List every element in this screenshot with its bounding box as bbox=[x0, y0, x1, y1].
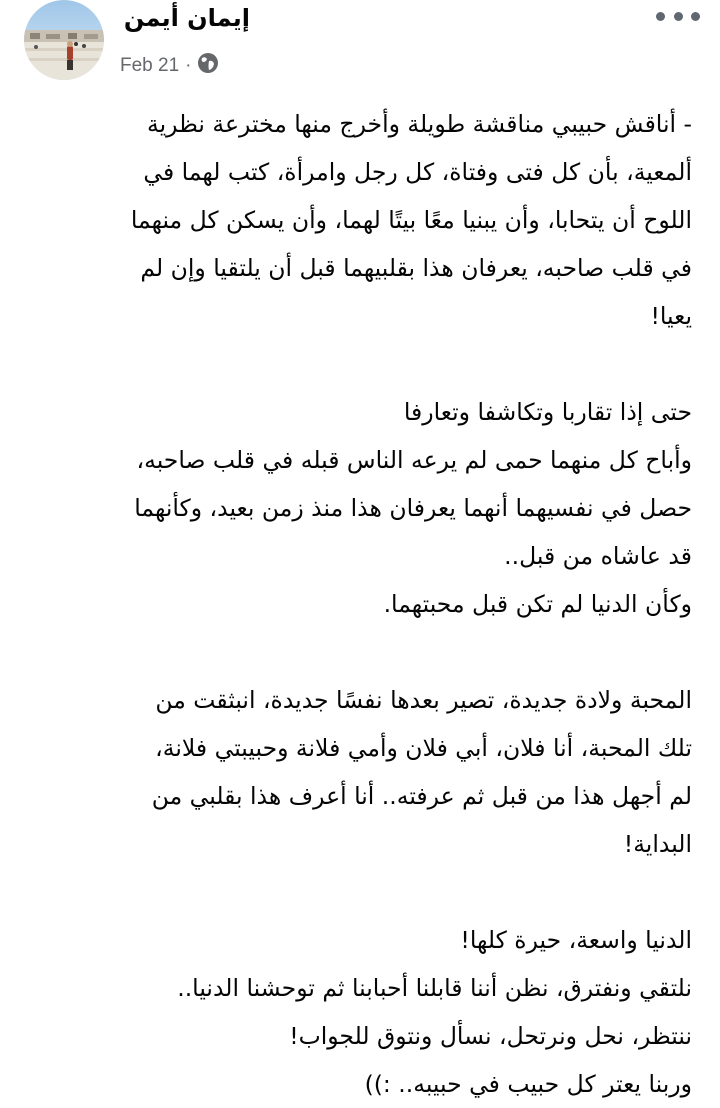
post-text-line: يعيا! bbox=[650, 302, 692, 330]
post-text-line: البداية! bbox=[623, 830, 692, 858]
post-text-line: اللوح أن يتحابا، وأن يبنيا معًا بيتًا لهما، وأن يسكن كل منهما bbox=[130, 206, 692, 234]
more-options-button[interactable] bbox=[656, 6, 700, 26]
post-text-line: وكأن الدنيا لم تكن قبل محبتهما. bbox=[383, 590, 692, 618]
post-paragraph bbox=[28, 100, 692, 340]
post-text-line: تلك المحبة، أنا فلان، أبي فلان وأمي فلانة وحبيبتي فلانة، bbox=[155, 734, 692, 762]
post-text-line: في قلب صاحبه، يعرفان هذا بقلبيهما قبل أن يلتقيا وإن لم bbox=[140, 254, 692, 282]
post-paragraph bbox=[28, 916, 692, 1108]
post-body bbox=[28, 100, 692, 1108]
meta-separator: · bbox=[185, 55, 192, 76]
post-header bbox=[0, 0, 720, 96]
globe-icon[interactable] bbox=[197, 52, 219, 80]
author-name[interactable]: إيمان أيمن bbox=[123, 4, 250, 32]
post-text-line: المحبة ولادة جديدة، تصير بعدها نفسًا جديدة، انبثقت من bbox=[155, 686, 692, 714]
post-text-line: وربنا يعتر كل حبيب في حبيبه.. :)) bbox=[364, 1070, 692, 1098]
post-text-line: وأباح كل منهما حمى لم يرعه الناس قبله في قلب صاحبه، bbox=[136, 446, 692, 474]
post-text-line: لم أجهل هذا من قبل ثم عرفته.. أنا أعرف هذا بقلبي من bbox=[151, 782, 692, 810]
post-text-line: ننتظر، نحل ونرتحل، نسأل ونتوق للجواب! bbox=[289, 1022, 692, 1050]
post-meta bbox=[120, 52, 219, 80]
post-text-line: ألمعية، بأن كل فتى وفتاة، كل رجل وامرأة، كتب لهما في bbox=[143, 158, 692, 186]
more-dot bbox=[656, 12, 665, 21]
more-dot bbox=[691, 12, 700, 21]
avatar-photo bbox=[24, 0, 104, 80]
post-text-line: نلتقي ونفترق، نظن أننا قابلنا أحبابنا ثم توحشنا الدنيا.. bbox=[177, 974, 692, 1002]
post-text-line: حتى إذا تقاربا وتكاشفا وتعارفا bbox=[403, 398, 692, 426]
post-date[interactable]: Feb 21 bbox=[120, 55, 180, 76]
post-text-line: - أناقش حبيبي مناقشة طويلة وأخرج منها مخترعة نظرية bbox=[146, 110, 692, 138]
post-paragraph bbox=[28, 388, 692, 628]
post-text-line: حصل في نفسيهما أنهما يعرفان هذا منذ زمن بعيد، وكأنهما bbox=[134, 494, 692, 522]
post-text-line: الدنيا واسعة، حيرة كلها! bbox=[460, 926, 692, 954]
avatar[interactable] bbox=[24, 0, 104, 80]
more-dot bbox=[674, 12, 683, 21]
post-text-line: قد عاشاه من قبل.. bbox=[504, 542, 692, 570]
post-paragraph bbox=[28, 676, 692, 868]
